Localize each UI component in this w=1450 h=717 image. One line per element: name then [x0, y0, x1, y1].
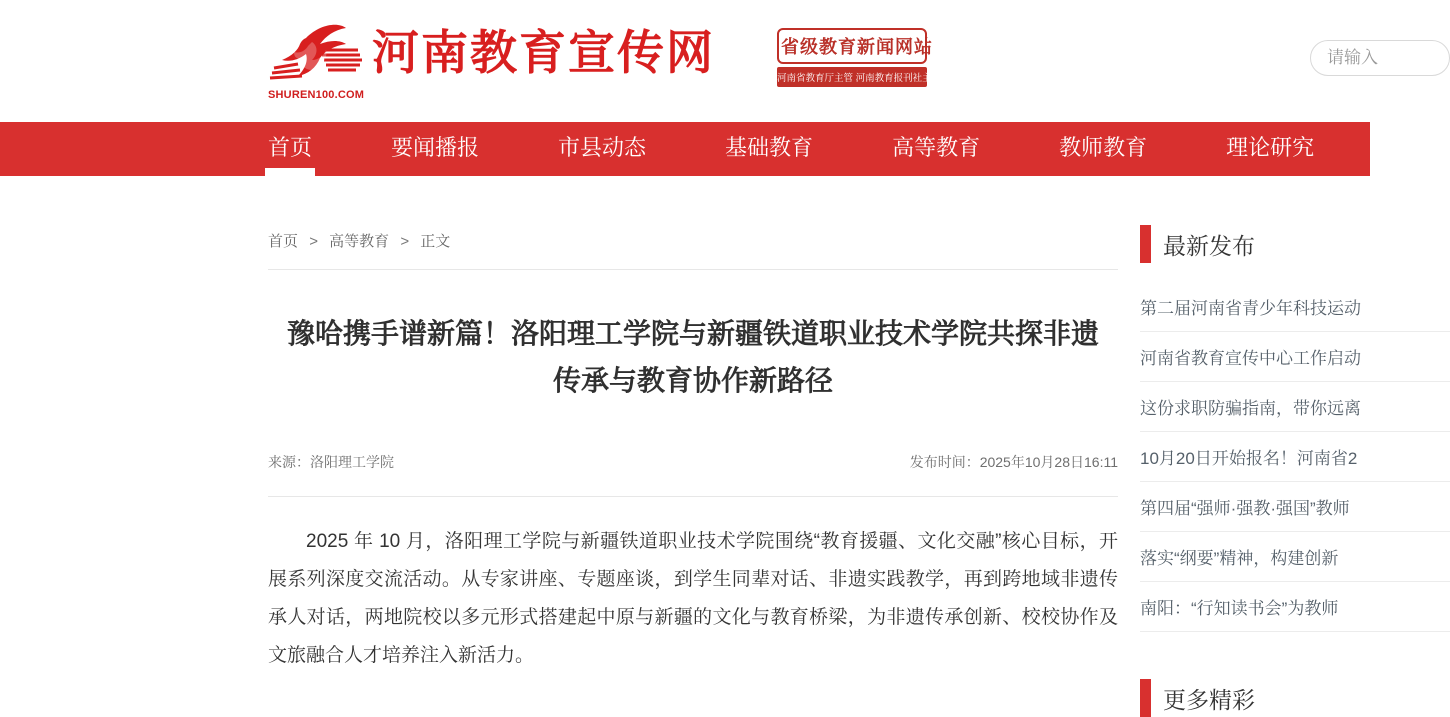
badge-line2: 河南省教育厅主管 河南教育报刊社主办	[777, 67, 927, 87]
list-item[interactable]: 南阳：“行知读书会”为教师	[1140, 582, 1450, 632]
breadcrumb-home[interactable]: 首页	[268, 233, 299, 250]
latest-list	[1140, 282, 1450, 632]
publish-label: 发布时间：	[909, 454, 980, 470]
latest-section-title: 最新发布	[1163, 232, 1255, 259]
latest-section-header	[1140, 225, 1450, 263]
article-column	[268, 230, 1118, 675]
nav-item-city-county[interactable]: 市县动态	[558, 135, 647, 160]
breadcrumb-separator: >	[400, 233, 410, 250]
nav-item-home[interactable]: 首页	[268, 122, 312, 176]
article-publish-time	[910, 452, 1118, 472]
source-label: 来源：	[268, 454, 310, 470]
breadcrumb-separator: >	[309, 233, 318, 250]
sidebar	[1140, 225, 1450, 717]
list-item[interactable]: 河南省教育宣传中心工作启动	[1140, 332, 1450, 382]
list-item[interactable]: 10月20日开始报名！河南省2	[1140, 432, 1450, 482]
breadcrumb-divider	[268, 269, 1118, 270]
article-meta	[268, 452, 1118, 472]
site-header	[0, 0, 1370, 122]
nav-item-news[interactable]: 要闻播报	[391, 135, 480, 160]
search-input[interactable]	[1310, 40, 1450, 76]
meta-divider	[268, 496, 1118, 497]
nav-item-theory-research[interactable]: 理论研究	[1226, 135, 1315, 160]
list-item[interactable]: 第四届“强师·强教·强国”教师	[1140, 482, 1450, 532]
article-body	[268, 523, 1118, 675]
section-accent-bar	[1140, 679, 1151, 717]
breadcrumb	[268, 230, 1118, 251]
source-value: 洛阳理工学院	[310, 454, 394, 470]
site-title: 河南教育宣传网	[372, 26, 715, 81]
breadcrumb-current: 正文	[420, 233, 451, 250]
article-source	[268, 452, 394, 472]
site-logo[interactable]	[268, 20, 364, 101]
list-item[interactable]: 这份求职防骗指南，带你远离	[1140, 382, 1450, 432]
section-accent-bar	[1140, 225, 1151, 263]
article-title: 豫哈携手谱新篇！洛阳理工学院与新疆铁道职业技术学院共探非遗传承与教育协作新路径	[286, 318, 1099, 396]
article-paragraph: 2025 年 10 月，洛阳理工学院与新疆铁道职业技术学院围绕“教育援疆、文化交融”核心目标，开展系列深度交流活动。从专家讲座、专题座谈，到学生同辈对话、非遗实践教学，再到跨地域非遗传承人对话，两地院校以多元形式搭建起中原与新疆的文化与教育桥梁，为非遗传承创新、校校协作及文旅融合人才培养注入新活力。	[268, 531, 1118, 666]
nav-item-basic-education[interactable]: 基础教育	[725, 135, 814, 160]
site-badge	[777, 28, 942, 87]
more-section-title: 更多精彩	[1163, 686, 1255, 713]
main-nav	[0, 122, 1370, 176]
nav-item-higher-education[interactable]: 高等教育	[892, 135, 981, 160]
logo-domain-text: SHUREN100.COM	[268, 89, 365, 101]
more-section-header	[1140, 679, 1450, 717]
breadcrumb-category[interactable]: 高等教育	[329, 233, 390, 250]
nav-item-teacher-education[interactable]: 教师教育	[1059, 135, 1148, 160]
list-item[interactable]: 第二届河南省青少年科技运动	[1140, 282, 1450, 332]
logo-bird-icon	[268, 73, 364, 90]
badge-line1: 省级教育新闻网站	[777, 28, 927, 64]
list-item[interactable]: 落实“纲要”精神，构建创新	[1140, 532, 1450, 582]
publish-value: 2025年10月28日16:11	[979, 454, 1118, 470]
